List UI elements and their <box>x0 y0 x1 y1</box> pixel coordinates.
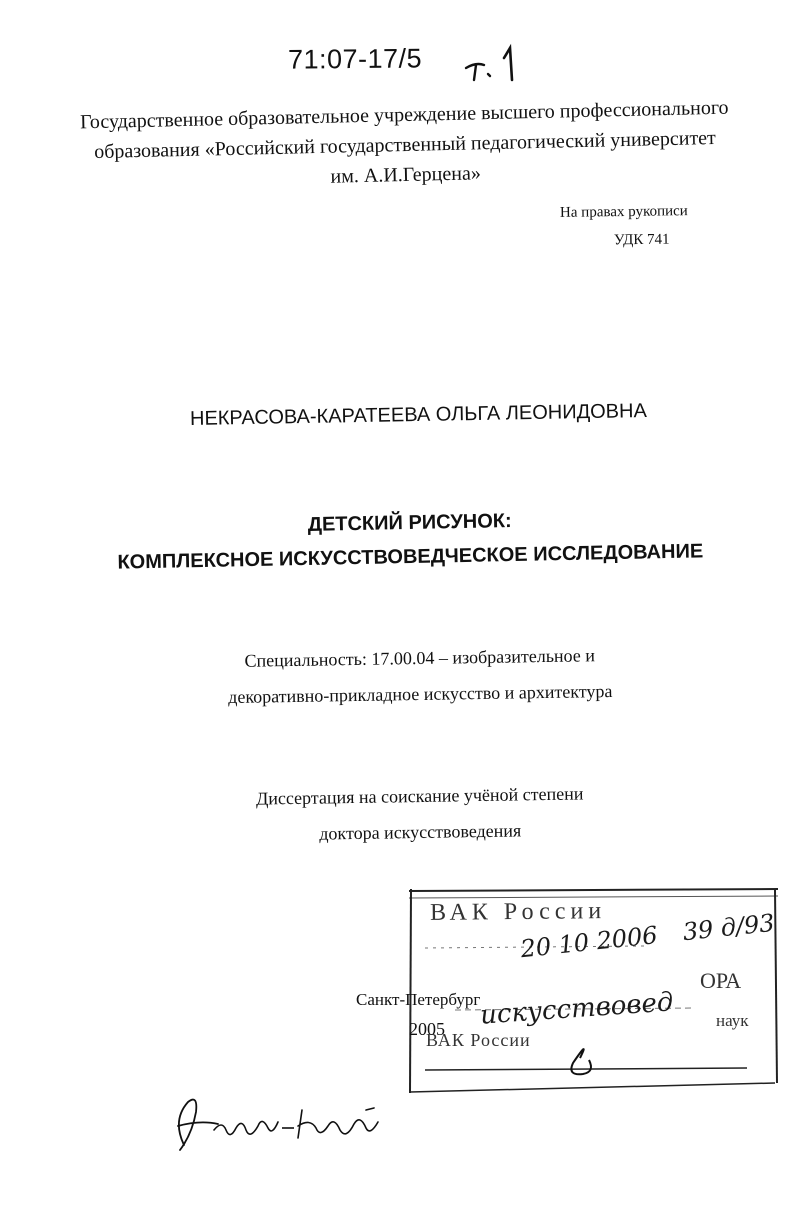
author-name: НЕКРАСОВА-КАРАТЕЕВА ОЛЬГА ЛЕОНИДОВНА <box>189 400 648 430</box>
institution-line: образования «Российский государственный педагогический университет <box>93 126 717 164</box>
dissertation-title <box>99 500 720 580</box>
title-line: ДЕТСКИЙ РИСУНОК: <box>307 510 512 536</box>
specialty-line: декоративно-прикладное искусство и архитектура <box>228 680 613 708</box>
stamp-text-nauk: наук <box>716 1011 749 1030</box>
degree-statement <box>199 775 640 854</box>
stamp-handwritten-field: искусствовед <box>479 987 675 1031</box>
handwritten-volume-mark <box>462 40 532 85</box>
degree-line: Диссертация на соискание учёной степени <box>255 783 584 809</box>
stamp-text-bottom: ВАК России <box>426 1030 531 1050</box>
stamp-number: 39 д/93 <box>681 908 776 947</box>
city: Санкт-Петербург <box>356 990 481 1009</box>
udc-code: УДК 741 <box>613 231 670 249</box>
year: 2005 <box>409 1019 445 1039</box>
degree-line: доктора искусствоведения <box>319 820 522 844</box>
stamp-text-vak: ВАК России <box>429 898 607 926</box>
reference-number: 71:07-17/5 <box>287 43 423 75</box>
specialty-line: Специальность: 17.00.04 – изобразительное и <box>244 645 596 671</box>
institution-line: Государственное образовательное учреждение высшего профессионального <box>79 96 729 134</box>
specialty <box>159 636 680 716</box>
stamp-text-ora: ОРА <box>700 968 742 993</box>
title-line: КОМПЛЕКСНОЕ ИСКУССТВОВЕДЧЕСКОЕ ИССЛЕДОВАНИЕ <box>117 540 704 574</box>
institution-name <box>59 92 751 198</box>
institution-line: им. А.И.Герцена» <box>330 162 482 188</box>
author-signature <box>170 1090 400 1160</box>
manuscript-rights-note: На правах рукописи <box>559 203 688 221</box>
stamp-date: 20 10 2006 <box>519 921 659 964</box>
